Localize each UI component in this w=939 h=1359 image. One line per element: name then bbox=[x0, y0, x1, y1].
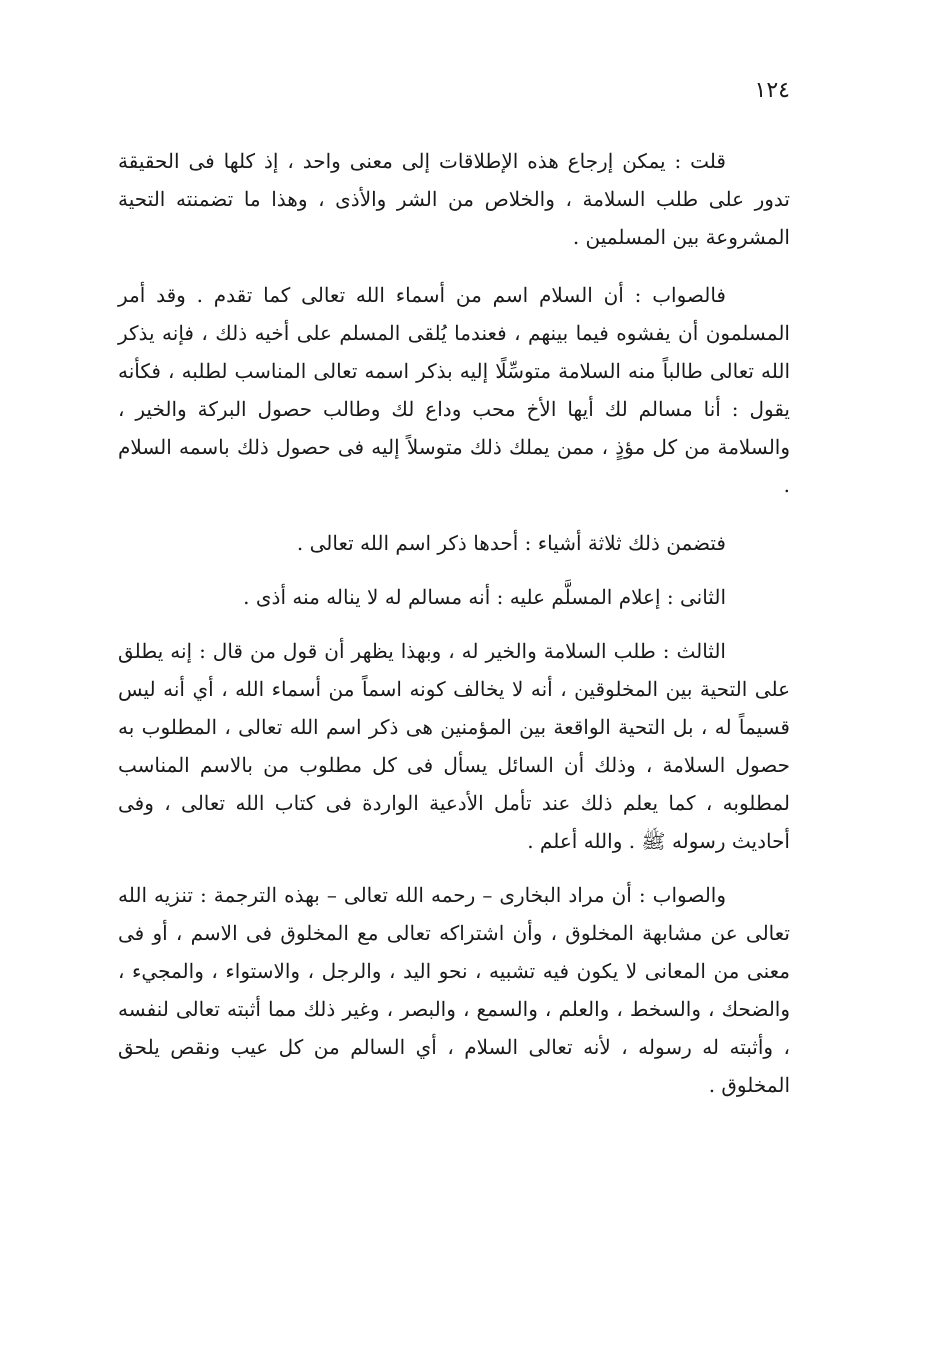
page-number: ١٢٤ bbox=[754, 78, 790, 103]
paragraph-1: قلت : يمكن إرجاع هذه الإطلاقات إلى معنى واحد ، إذ كلها فى الحقيقة تدور على طلب السلامة ، والخلاص من الشر والأذى ، وهذا ما تضمنته التحية المشروعة بين المسلمين . bbox=[118, 149, 790, 249]
paragraph-4: الثانى : إعلام المسلَّم عليه : أنه مسالم له لا يناله منه أذى . bbox=[243, 585, 726, 609]
paragraph-5: الثالث : طلب السلامة والخير له ، وبهذا يظهر أن قول من قال : إنه يطلق على التحية بين المخلوقين ، أنه لا يخالف كونه اسماً من أسماء الله ، أي أنه ليس قسيماً له ، بل التحية الواقعة بين المؤمنين هى ذكر اسم الله تعالى ، المطلوب به حصول السلامة ، وذلك أن السائل يسأل فى كل مطلوب من بالاسم المناسب لمطلوبه ، كما يعلم ذلك عند تأمل الأدعية الواردة فى كتاب الله تعالى ، وفى أحاديث رسوله ﷺ . والله أعلم . bbox=[118, 639, 790, 853]
body-text bbox=[118, 142, 790, 1104]
paragraph-3: فتضمن ذلك ثلاثة أشياء : أحدها ذكر اسم الله تعالى . bbox=[296, 531, 726, 555]
paragraph-6: والصواب : أن مراد البخارى – رحمه الله تعالى – بهذه الترجمة : تنزيه الله تعالى عن مشابهة المخلوق ، وأن اشتراكه تعالى مع المخلوق فى الاسم ، أو فى معنى من المعانى لا يكون فيه تشبيه ، نحو اليد ، والرجل ، والاستواء ، والمجيء ، والضحك ، والسخط ، والعلم ، والسمع ، والبصر ، وغير ذلك مما أثبته تعالى لنفسه ، وأثبته له رسوله ، لأنه تعالى السلام ، أي السالم من كل عيب ونقص يلحق المخلوق . bbox=[118, 883, 790, 1097]
paragraph-2: فالصواب : أن السلام اسم من أسماء الله تعالى كما تقدم . وقد أمر المسلمون أن يفشوه فيما بينهم ، فعندما يُلقى المسلم على أخيه ذلك ، فإنه يذكر الله تعالى طالباً منه السلامة متوسِّلًا إليه بذكر اسمه تعالى المناسب لطلبه ، فكأنه يقول : أنا مسالم لك أيها الأخ محب وداع لك وطالب حصول البركة والخير ، والسلامة من كل مؤذٍ ، ممن يملك ذلك متوسلاً إليه فى حصول ذلك باسمه السلام . bbox=[118, 283, 790, 497]
